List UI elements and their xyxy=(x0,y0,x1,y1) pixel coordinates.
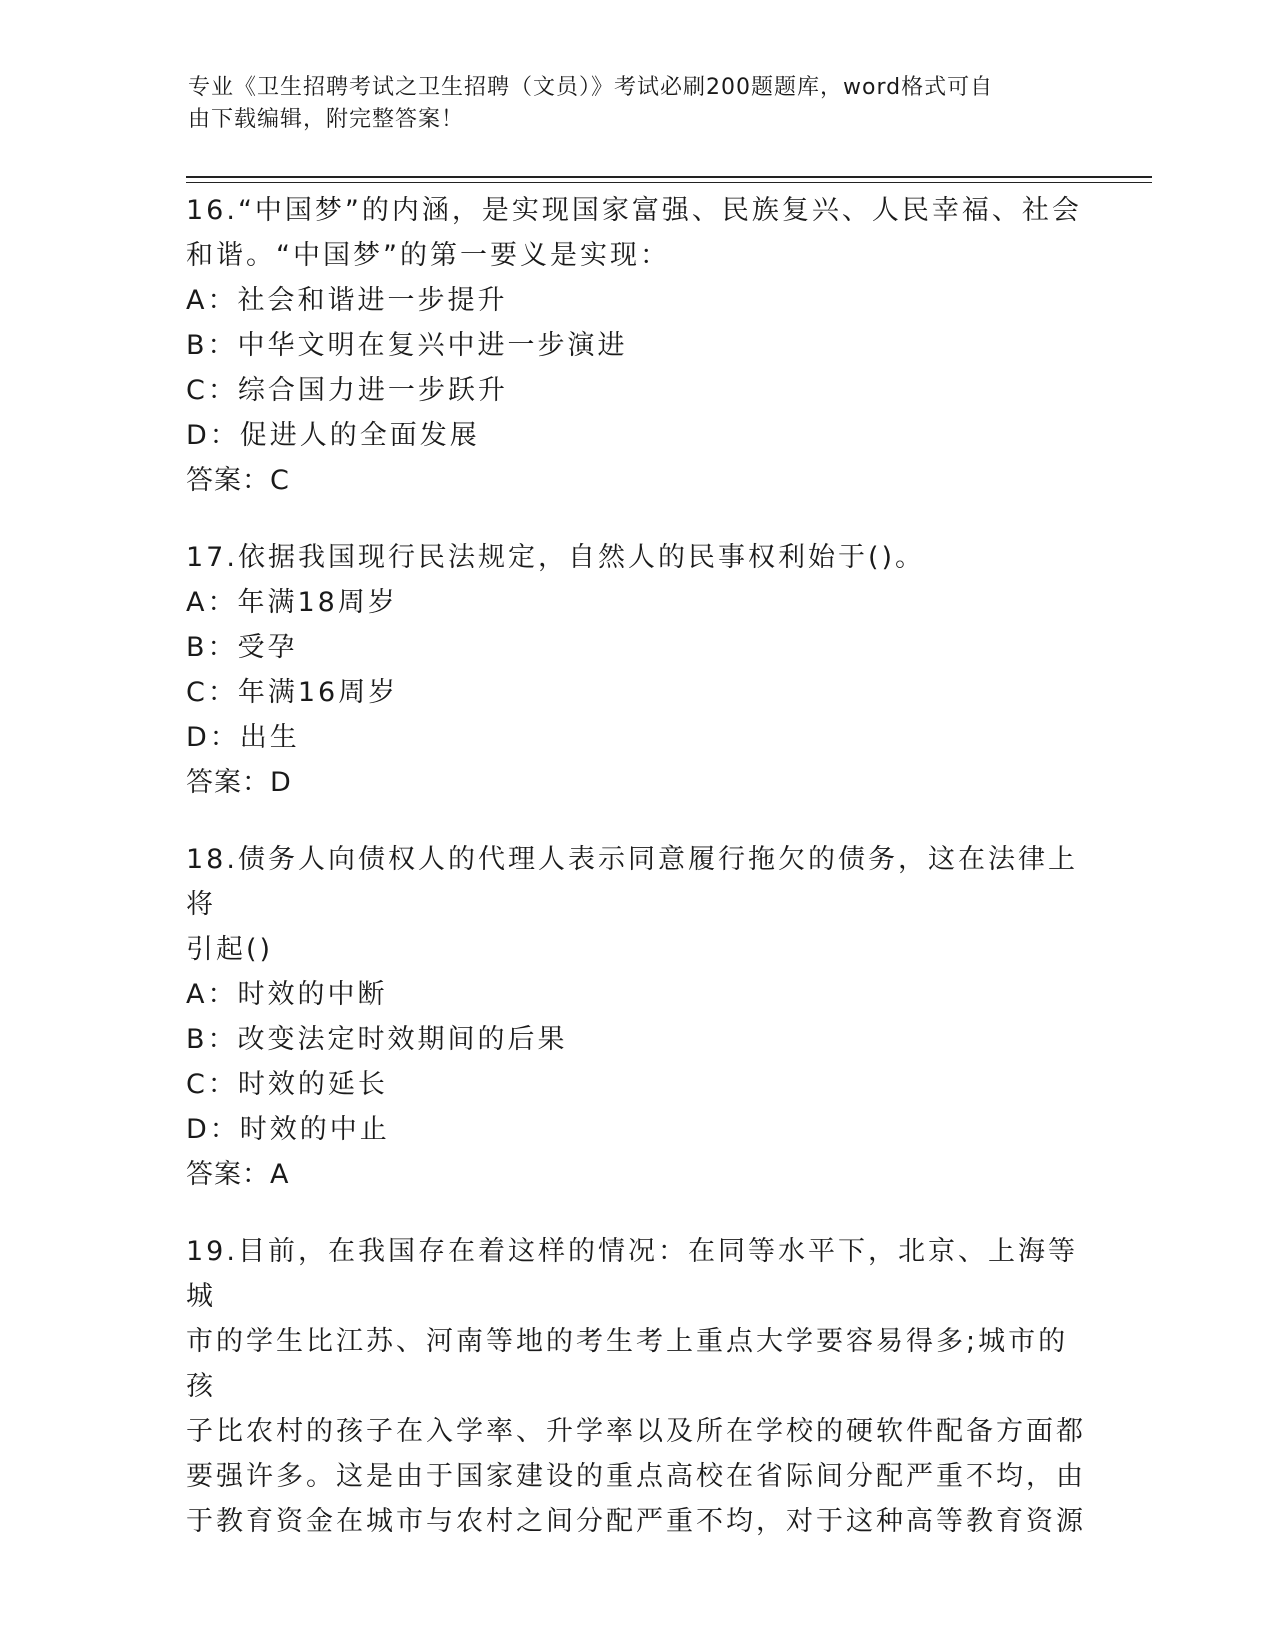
question-text-line: 要强许多。这是由于国家建设的重点高校在省际间分配严重不均，由 xyxy=(186,1461,1086,1492)
option-a: A：年满18周岁 xyxy=(186,587,398,618)
option-d: D：出生 xyxy=(186,722,300,753)
option-b: B：改变法定时效期间的后果 xyxy=(186,1024,568,1055)
question-text-line: 引起() xyxy=(186,934,274,965)
question-19 xyxy=(186,1229,1086,1544)
option-b: B：中华文明在复兴中进一步演进 xyxy=(186,330,628,361)
question-text-line: 19.目前，在我国存在着这样的情况：在同等水平下，北京、上海等城 xyxy=(186,1236,1078,1312)
option-b: B：受孕 xyxy=(186,632,298,663)
question-list xyxy=(186,188,1086,1576)
question-16 xyxy=(186,188,1086,503)
question-text-line: 17.依据我国现行民法规定，自然人的民事权利始于()。 xyxy=(186,542,926,573)
answer: 答案：A xyxy=(186,1159,290,1190)
header-divider-thin xyxy=(186,182,1152,183)
option-c: C：时效的延长 xyxy=(186,1069,388,1100)
question-text-line: 市的学生比江苏、河南等地的考生考上重点大学要容易得多;城市的孩 xyxy=(186,1326,1069,1402)
question-18 xyxy=(186,837,1086,1197)
header-divider-thick xyxy=(186,176,1152,178)
document-header xyxy=(188,72,1068,136)
header-line-1: 专业《卫生招聘考试之卫生招聘（文员）》考试必刷200题题库，word格式可自 xyxy=(188,75,994,100)
option-a: A：社会和谐进一步提升 xyxy=(186,285,508,316)
question-text-line: 子比农村的孩子在入学率、升学率以及所在学校的硬软件配备方面都 xyxy=(186,1416,1086,1447)
question-text-line: 和谐。“中国梦”的第一要义是实现： xyxy=(186,240,670,271)
option-d: D：促进人的全面发展 xyxy=(186,420,480,451)
answer: 答案：C xyxy=(186,465,290,496)
option-a: A：时效的中断 xyxy=(186,979,388,1010)
header-line-2: 由下载编辑，附完整答案！ xyxy=(188,107,465,132)
option-c: C：年满16周岁 xyxy=(186,677,399,708)
question-17 xyxy=(186,535,1086,805)
option-d: D：时效的中止 xyxy=(186,1114,390,1145)
question-text-line: 18.债务人向债权人的代理人表示同意履行拖欠的债务，这在法律上将 xyxy=(186,844,1078,920)
question-text-line: 16.“中国梦”的内涵，是实现国家富强、民族复兴、人民幸福、社会 xyxy=(186,195,1082,226)
option-c: C：综合国力进一步跃升 xyxy=(186,375,508,406)
question-text-line: 于教育资金在城市与农村之间分配严重不均，对于这种高等教育资源 xyxy=(186,1506,1086,1537)
answer: 答案：D xyxy=(186,767,292,798)
